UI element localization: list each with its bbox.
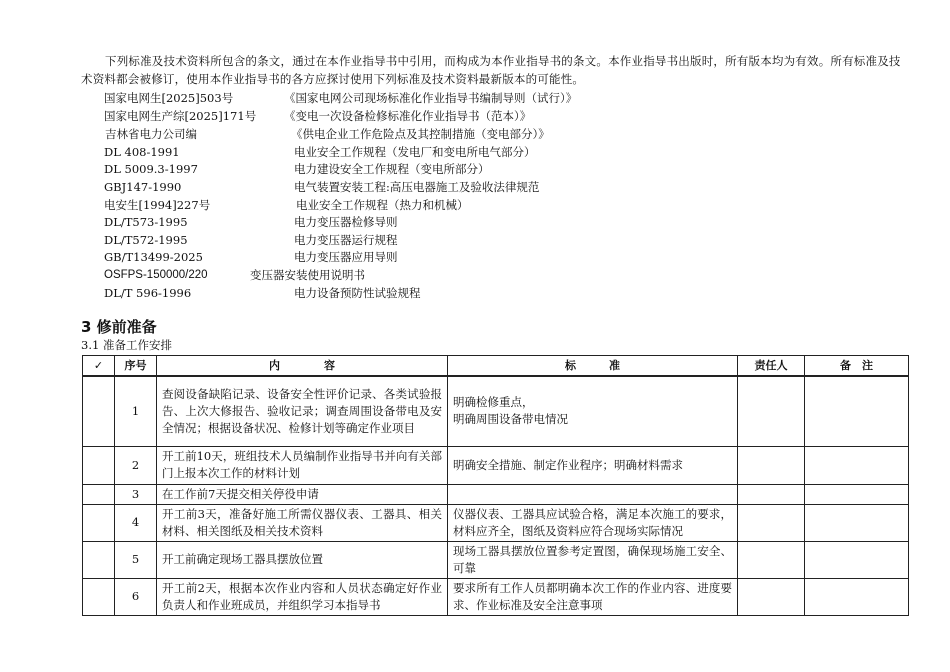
reference-title: 《国家电网公司现场标准化作业指导书编制导则（试行）》: [284, 91, 578, 105]
reference-code: DL/T572-1995: [104, 233, 188, 247]
content-cell: 查阅设备缺陷记录、设备安全性评价记录、各类试验报告、上次大修报告、验收记录；调查周围设备带电及安全情况；根据设备状况、检修计划等确定作业项目: [157, 376, 448, 446]
reference-code: 电安生[1994]227号: [104, 198, 211, 212]
reference-title: 电力变压器检修导则: [294, 215, 398, 229]
content-column-header: 内 容: [157, 356, 448, 377]
reference-code: DL/T 596-1996: [104, 286, 192, 300]
content-cell: 在工作前7天提交相关停役申请: [157, 484, 448, 504]
standard-cell: 明确检修重点， 明确周围设备带电情况: [448, 376, 738, 446]
reference-code: 国家电网生[2025]503号: [104, 91, 234, 105]
seq-column-header: 序号: [115, 356, 157, 377]
preparation-table: [82, 355, 909, 616]
standard-cell: 现场工器具摆放位置参考定置图，确保现场施工安全、可靠: [448, 541, 738, 578]
owner-cell: [738, 376, 805, 446]
standard-cell: 要求所有工作人员都明确本次工作的作业内容、进度要求、作业标准及安全注意事项: [448, 578, 738, 615]
check-cell[interactable]: [83, 446, 115, 484]
seq-cell: 1: [115, 376, 157, 446]
table-row: [83, 376, 909, 446]
standard-cell: 明确安全措施、制定作业程序；明确材料需求: [448, 446, 738, 484]
remark-cell: [805, 578, 909, 615]
reference-title: 电力建设安全工作规程（变电所部分）: [294, 162, 490, 176]
owner-cell: [738, 484, 805, 504]
seq-cell: 4: [115, 504, 157, 541]
reference-code: OSFPS-150000/220: [104, 269, 208, 281]
check-cell[interactable]: [83, 541, 115, 578]
table-row: [83, 541, 909, 578]
reference-title: 电气装置安装工程:高压电器施工及验收法律规范: [294, 180, 540, 194]
content-cell: 开工前10天，班组技术人员编制作业指导书并向有关部门上报本次工作的材料计划: [157, 446, 448, 484]
reference-title: 《供电企业工作危险点及其控制措施（变电部分）》: [291, 127, 550, 141]
reference-title: 电力变压器应用导则: [294, 250, 398, 264]
check-cell[interactable]: [83, 578, 115, 615]
table-row: [83, 578, 909, 615]
owner-cell: [738, 446, 805, 484]
reference-code: GB/T13499-2025: [104, 250, 203, 264]
remark-column-header: 备 注: [805, 356, 909, 377]
reference-code: DL/T573-1995: [104, 215, 188, 229]
check-column-header: ✓: [83, 356, 115, 377]
subsection-heading: 3.1 准备工作安排: [81, 338, 172, 352]
content-cell: 开工前2天，根据本次作业内容和人员状态确定好作业负责人和作业班成员，并组织学习本指导书: [157, 578, 448, 615]
table-row: [83, 484, 909, 504]
reference-code: GBJ147-1990: [104, 180, 182, 194]
seq-cell: 6: [115, 578, 157, 615]
intro-paragraph: 下列标准及技术资料所包含的条文，通过在本作业指导书中引用，而构成为本作业指导书的条文。本作业指导书出版时，所有版本均为有效。所有标准及技术资料都会被修订，使用本作业指导书的各方应探讨使用下列标准及技术资料最新版本的可能性。: [81, 54, 901, 86]
seq-cell: 2: [115, 446, 157, 484]
remark-cell: [805, 376, 909, 446]
remark-cell: [805, 541, 909, 578]
section-heading: 3 修前准备: [81, 318, 157, 336]
standard-cell: 仪器仪表、工器具应试验合格，满足本次施工的要求，材料应齐全，图纸及资料应符合现场实际情况: [448, 504, 738, 541]
reference-title: 《变电一次设备检修标准化作业指导书（范本）》: [284, 109, 532, 123]
seq-cell: 5: [115, 541, 157, 578]
table-row: [83, 504, 909, 541]
reference-code: 吉林省电力公司编: [105, 127, 197, 141]
table-row: [83, 446, 909, 484]
check-cell[interactable]: [83, 484, 115, 504]
reference-code: DL 408-1991: [104, 145, 180, 159]
check-cell[interactable]: [83, 376, 115, 446]
standard-column-header: 标 准: [448, 356, 738, 377]
standard-cell: [448, 484, 738, 504]
owner-cell: [738, 504, 805, 541]
table-header-row: [83, 356, 909, 377]
reference-title: 电力设备预防性试验规程: [294, 286, 421, 300]
reference-title: 变压器安装使用说明书: [250, 268, 365, 282]
owner-column-header: 责任人: [738, 356, 805, 377]
seq-cell: 3: [115, 484, 157, 504]
reference-code: DL 5009.3-1997: [104, 162, 198, 176]
owner-cell: [738, 578, 805, 615]
remark-cell: [805, 484, 909, 504]
reference-title: 电力变压器运行规程: [294, 233, 398, 247]
reference-title: 电业安全工作规程（发电厂和变电所电气部分）: [294, 145, 536, 159]
reference-code: 国家电网生产综[2025]171号: [104, 109, 257, 123]
reference-title: 电业安全工作规程（热力和机械）: [296, 198, 469, 212]
owner-cell: [738, 541, 805, 578]
remark-cell: [805, 504, 909, 541]
content-cell: 开工前确定现场工器具摆放位置: [157, 541, 448, 578]
remark-cell: [805, 446, 909, 484]
content-cell: 开工前3天，准备好施工所需仪器仪表、工器具、相关材料、相关图纸及相关技术资料: [157, 504, 448, 541]
check-cell[interactable]: [83, 504, 115, 541]
